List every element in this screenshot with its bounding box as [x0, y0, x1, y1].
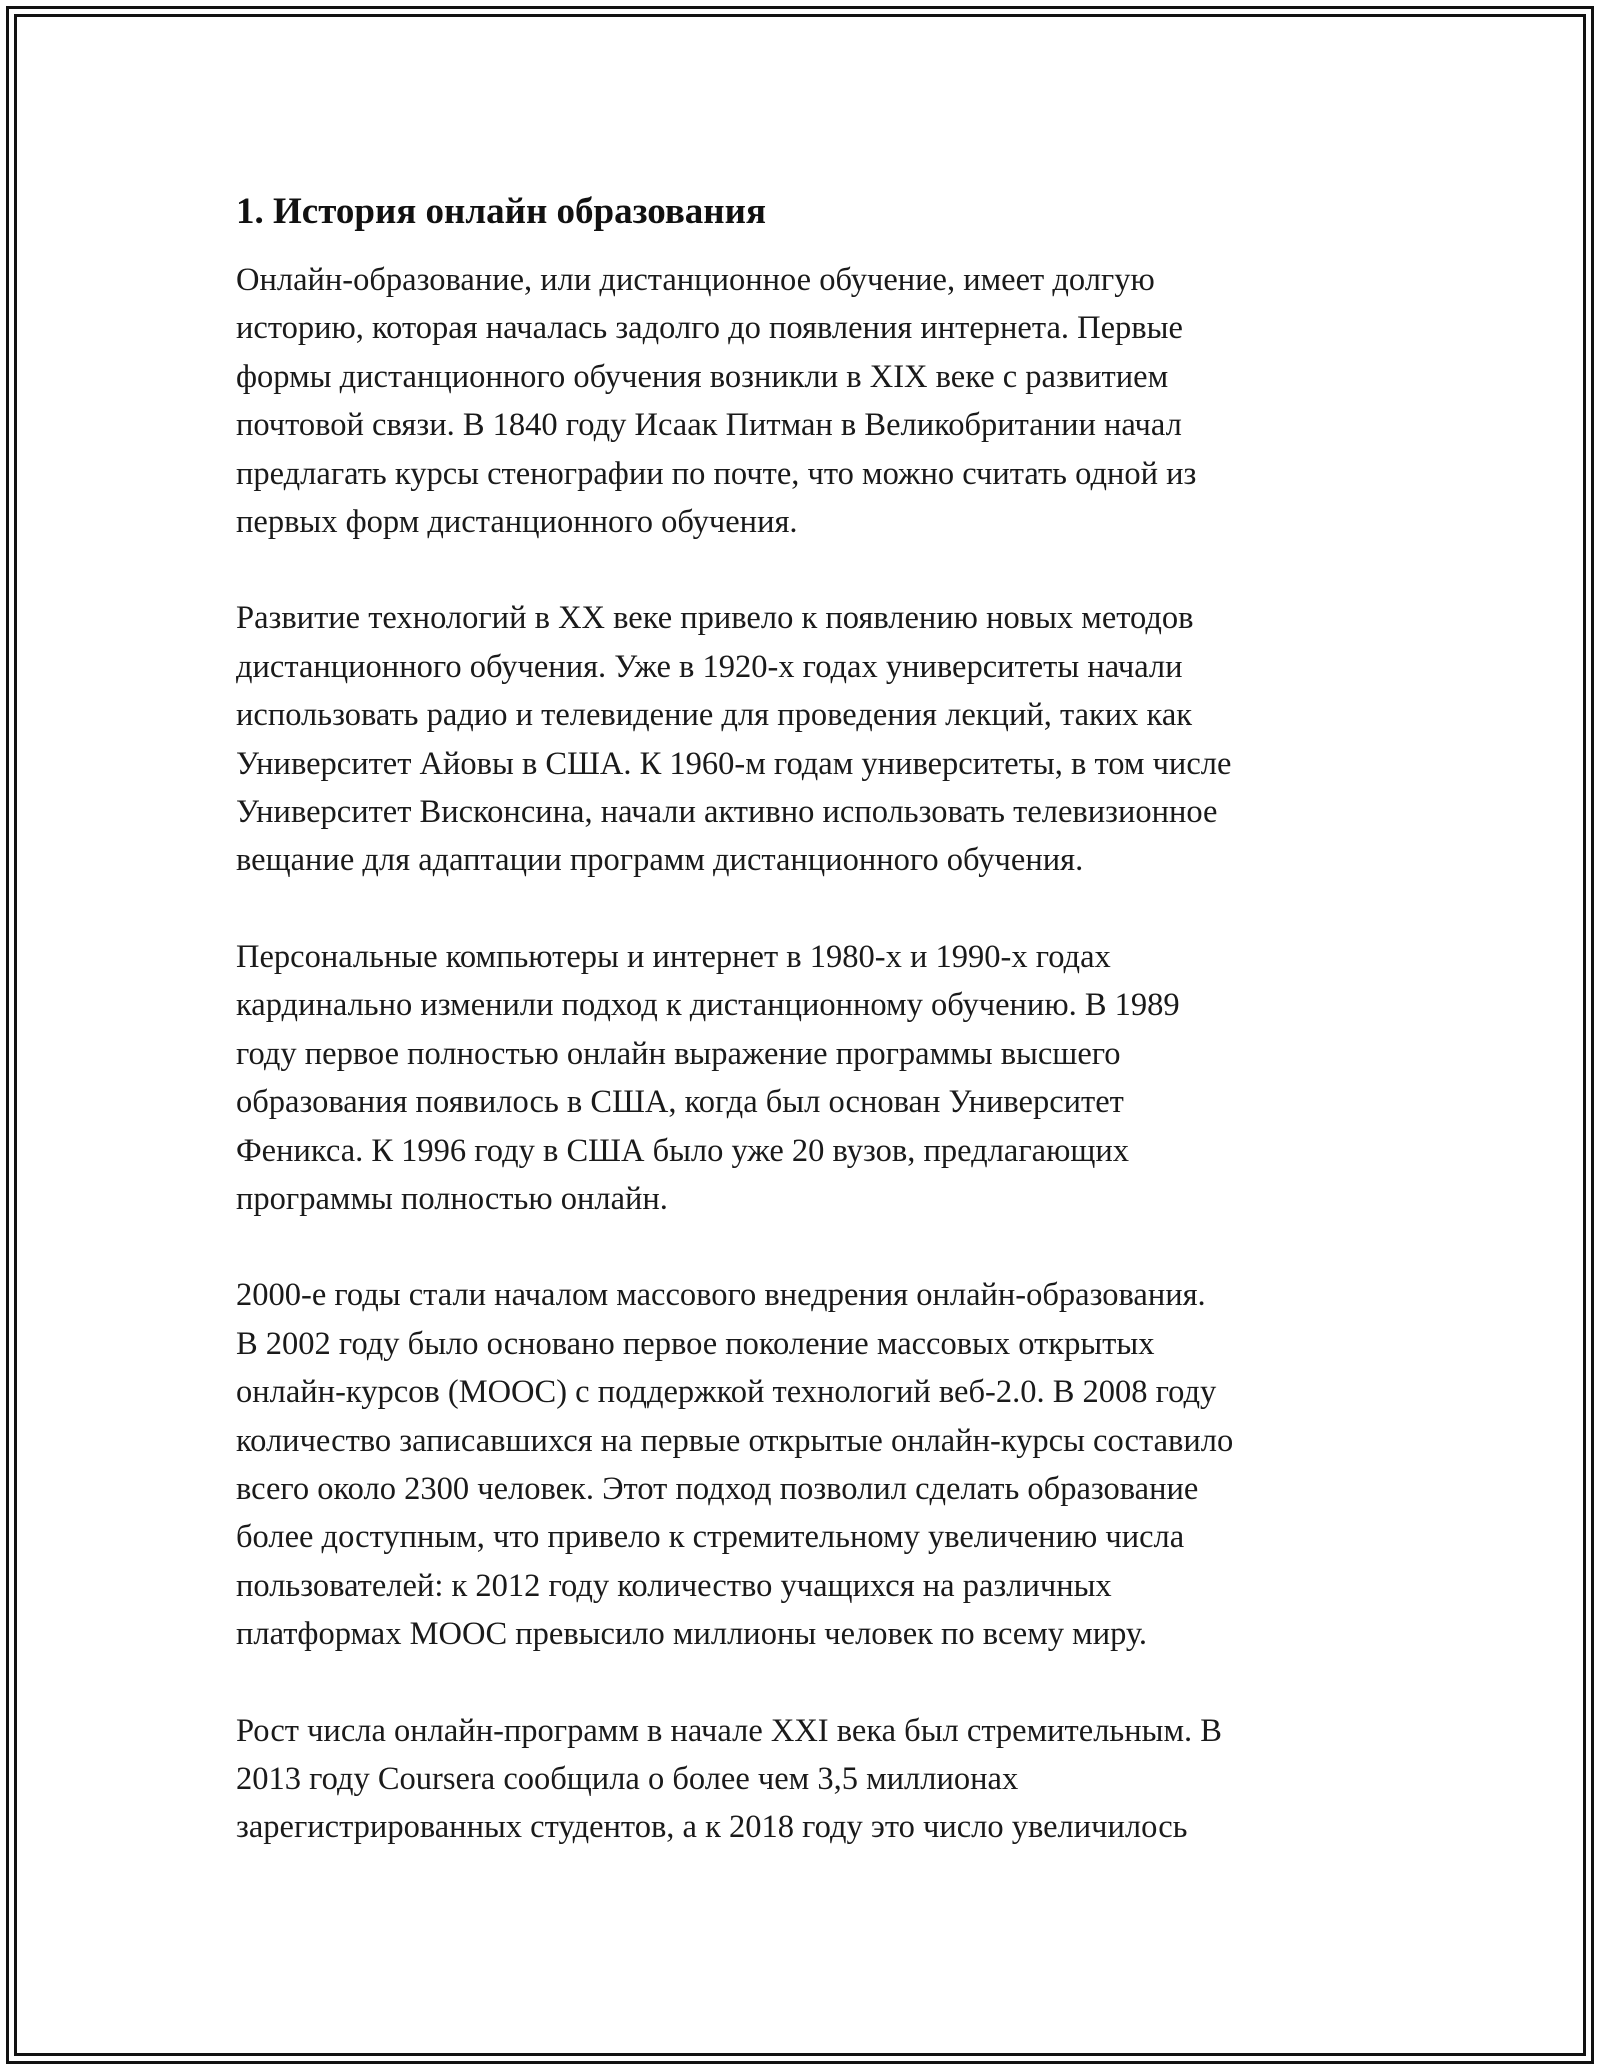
- text-line: пользователей: к 2012 году количество учащихся на различных: [236, 1567, 1112, 1604]
- paragraph-2: [236, 594, 1386, 884]
- text-line: предлагать курсы стенографии по почте, что можно считать одной из: [236, 455, 1197, 492]
- text-line: программы полностью онлайн.: [236, 1180, 668, 1217]
- text-line: платформах MOOC превысило миллионы человек по всему миру.: [236, 1616, 1148, 1653]
- paragraph-4: [236, 1271, 1386, 1658]
- text-line: Университет Айовы в США. К 1960-м годам университеты, в том числе: [236, 745, 1232, 782]
- text-line: онлайн-курсов (MOOC) с поддержкой технологий веб-2.0. В 2008 году: [236, 1374, 1217, 1411]
- text-line: Феникса. К 1996 году в США было уже 20 вузов, предлагающих: [236, 1132, 1130, 1169]
- document-body: [236, 186, 1386, 1900]
- text-line: В 2002 году было основано первое поколение массовых открытых: [236, 1325, 1155, 1362]
- text-line: количество записавшихся на первые открытые онлайн-курсы составило: [236, 1422, 1234, 1459]
- text-line: использовать радио и телевидение для проведения лекций, таких как: [236, 697, 1193, 734]
- text-line: Развитие технологий в XX веке привело к появлению новых методов: [236, 600, 1194, 637]
- text-line: первых форм дистанционного обучения.: [236, 504, 798, 541]
- text-line: Рост числа онлайн-программ в начале XXI века был стремительным. В: [236, 1712, 1222, 1749]
- text-line: году первое полностью онлайн выражение программы высшего: [236, 1035, 1121, 1072]
- text-line: образования появилось в США, когда был основан Университет: [236, 1084, 1124, 1121]
- text-line: Онлайн-образование, или дистанционное обучение, имеет долгую: [236, 262, 1155, 298]
- text-line: дистанционного обучения. Уже в 1920-х годах университеты начали: [236, 648, 1183, 685]
- text-line: зарегистрированных студентов, а к 2018 году это число увеличилось: [236, 1809, 1188, 1846]
- text-line: всего около 2300 человек. Этот подход позволил сделать образование: [236, 1470, 1199, 1507]
- text-line: вещание для адаптации программ дистанционного обучения.: [236, 842, 1084, 879]
- text-line: почтовой связи. В 1840 году Исаак Питман в Великобритании начал: [236, 407, 1182, 444]
- text-line: 2000-е годы стали началом массового внедрения онлайн-образования.: [236, 1277, 1206, 1314]
- section-heading: 1. История онлайн образования: [236, 191, 766, 232]
- text-line: историю, которая началась задолго до появления интернета. Первые: [236, 310, 1183, 347]
- paragraph-5: [236, 1707, 1386, 1852]
- text-line: Университет Висконсина, начали активно использовать телевизионное: [236, 794, 1218, 831]
- text-line: 2013 году Coursera сообщила о более чем 3,5 миллионах: [236, 1760, 1019, 1797]
- paragraph-3: [236, 933, 1386, 1223]
- text-line: более доступным, что привело к стремительному увеличению числа: [236, 1519, 1185, 1556]
- paragraph-1: [236, 256, 1386, 546]
- text-line: Персональные компьютеры и интернет в 1980-х и 1990-х годах: [236, 938, 1111, 975]
- text-line: кардинально изменили подход к дистанционному обучению. В 1989: [236, 987, 1180, 1024]
- text-line: формы дистанционного обучения возникли в XIX веке с развитием: [236, 358, 1169, 395]
